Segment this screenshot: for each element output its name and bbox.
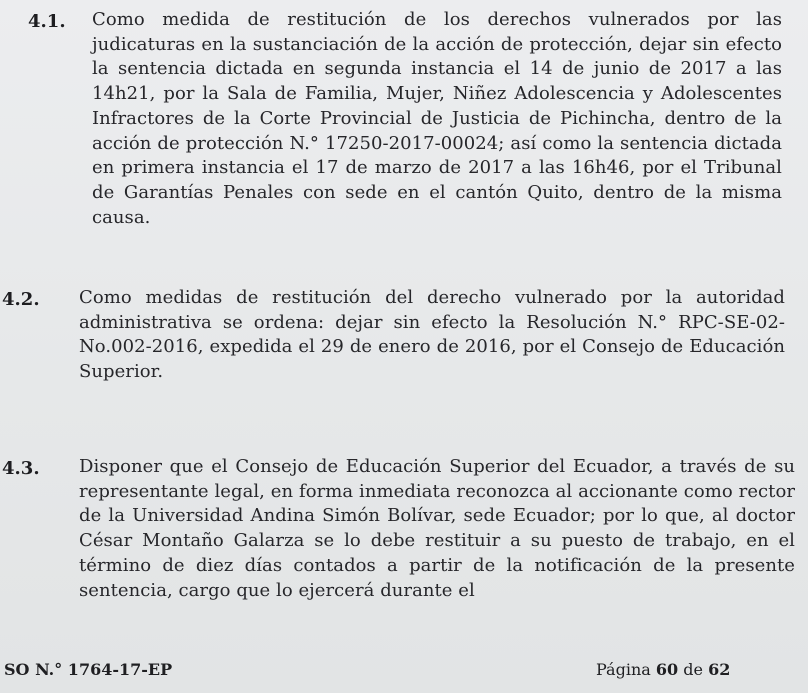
page-footer (0, 657, 808, 683)
item-paragraph: Disponer que el Consejo de Educación Superior del Ecuador, a través de su representante legal, en forma inmediata reconozca al accionante como rector de la Universidad Andina Simón Bolívar, sede Ecuador; por lo que, al doctor César Montaño Galarza se lo debe restituir a su puesto de trabajo, en el término de diez días contados a partir de la notificación de la presente sentencia, cargo que lo ejercerá durante el (79, 456, 795, 601)
page-indicator (596, 657, 730, 683)
page-prefix: Página (596, 660, 651, 679)
item-number: 4.3. (2, 458, 40, 479)
item-number: 4.2. (2, 289, 40, 310)
item-number: 4.1. (28, 11, 66, 32)
item-paragraph: Como medidas de restitución del derecho vulnerado por la autoridad administrativa se ordena: dejar sin efecto la Resolución N.° RPC-SE-02-No.002-2016, expedida el 29 de enero de 2016, por el Consejo de Educación Superior. (79, 287, 785, 383)
page-total: 62 (708, 660, 731, 679)
item-paragraph: Como medida de restitución de los derechos vulnerados por las judicaturas en la sustanciación de la acción de protección, dejar sin efecto la sentencia dictada en segunda instancia el 14 de junio de 2017 a las 14h21, por la Sala de Familia, Mujer, Niñez Adolescencia y Adolescentes Infractores de la Corte Provincial de Justicia de Pichincha, dentro de la acción de protección N.° 17250-2017-00024; así como la sentencia dictada en primera instancia el 17 de marzo de 2017 a las 16h46, por el Tribunal de Garantías Penales con sede en el cantón Quito, dentro de la misma causa. (92, 9, 782, 228)
case-number: SO N.° 1764-17-EP (4, 660, 173, 679)
page-current: 60 (655, 660, 679, 679)
page-separator: de (683, 660, 703, 679)
